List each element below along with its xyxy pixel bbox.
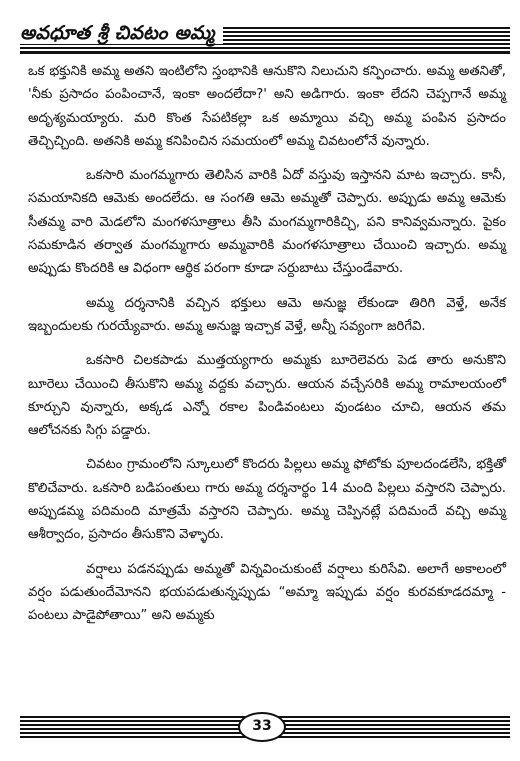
page-number: 33 <box>238 712 286 742</box>
running-header <box>20 20 510 60</box>
paragraph: ఒక భక్తునికి అమ్మ అతని ఇంటిలోని స్తంభానికి ఆనుకొని నిలుచుని కన్పించారు. అమ్మ అతనితో, 'నీకు ప్రసాదం పంపించానే, ఇంకా అందలేదా?' అని అడిగారు. ఇంకా లేదని చెప్పగానే అమ్మ అదృశ్యమయ్యారు. మరి కొంత సేపటికల్లా ఒక అమ్మాయి వచ్చి అమ్మ పంపిన ప్రసాదం తెచ్చిచ్చింది. అతనికి అమ్మ కనిపించిన సమయంలో అమ్మ చివటంలోనే వున్నారు. <box>28 64 511 149</box>
paragraph: ఒకసారి చిలకపాడు ముత్తయ్యగారు అమ్మకు బూరెలెవరు పెడ తారు అనుకొని బూరెలు చేయించి తీసుకొని అమ్మ వద్దకు వచ్చారు. ఆయన వచ్చేసరికి అమ్మ రామాలయంలో కూర్చుని వున్నారు, అక్కడ ఎన్నో రకాల పిండివంటలు వుండటం చూచి, ఆయన తమ ఆలోచనకు సిగ్గు పడ్డారు. <box>28 353 511 439</box>
paragraph: ఒకసారి మంగమ్మగారు తెలిసిన వారికి ఏదో వస్తువు ఇస్తానని మాట ఇచ్చారు. కానీ, సమయానికది ఆమెకు అందలేదు. ఆ సంగతి ఆమె అమ్మతో చెప్పారు. అప్పుడు అమ్మ ఆమెకు సీతమ్మ వారి మెడలోని మంగళసూత్రాలు తీసి మంగమ్మగారికిచ్చి, పని కానివ్వమన్నారు. పైకం సమకూడిన తర్వాత మంగమ్మగారు అమ్మవారికి మంగళసూత్రాలు చేయించి ఇచ్చారు. అమ్మ అప్పుడు కొందరికి ఆ విధంగా ఆర్థిక పరంగా కూడా సర్దుబాటు చేస్తుండేవారు. <box>28 168 511 277</box>
paragraph: వర్షాలు పడనప్పుడు అమ్మతో విన్నవించుకుంటే వర్షాలు కురిసేవి. అలాగే అకాలంలో వర్షం పడుతుందేమోనని భయపడుతున్నప్పుడు “అమ్మా ఇప్పుడు వర్షం కురవకూడదమ్మా - పంటలు పాడైపోతాయి” అని అమ్మకు <box>28 561 511 624</box>
book-title: అవధూత శ్రీ చివటం అమ్మ <box>20 22 223 44</box>
paragraph: అమ్మ దర్శనానికి వచ్చిన భక్తులు ఆమె అనుజ్ఞ లేకుండా తిరిగి వెళ్తే, అనేక ఇబ్బందులకు గురయ్యేవారు. అమ్మ అనుజ్ఞ ఇచ్చాక వెళ్తే, అన్నీ సవ్యంగా జరిగేవి. <box>28 295 511 334</box>
page-body <box>28 60 511 628</box>
paragraph: చివటం గ్రామంలోని స్కూలులో కొందరు పిల్లలు అమ్మ ఫోటోకు పూలదండలేసి, భక్తితో కొలిచేవారు. ఒకసారి బడిపంతులు గారు అమ్మ దర్శనార్థం 14 మంది పిల్లలు వస్తారని చెప్పారు. అప్పుడమ్మ పదిమంది మాత్రమే వస్తారని చెప్పారు. అమ్మ చెప్పినట్లే పదిమందే వచ్చి అమ్మ ఆశీర్వాదం, ప్రసాదం తీసుకొని వెళ్ళారు. <box>28 457 511 543</box>
page-footer <box>20 712 510 746</box>
